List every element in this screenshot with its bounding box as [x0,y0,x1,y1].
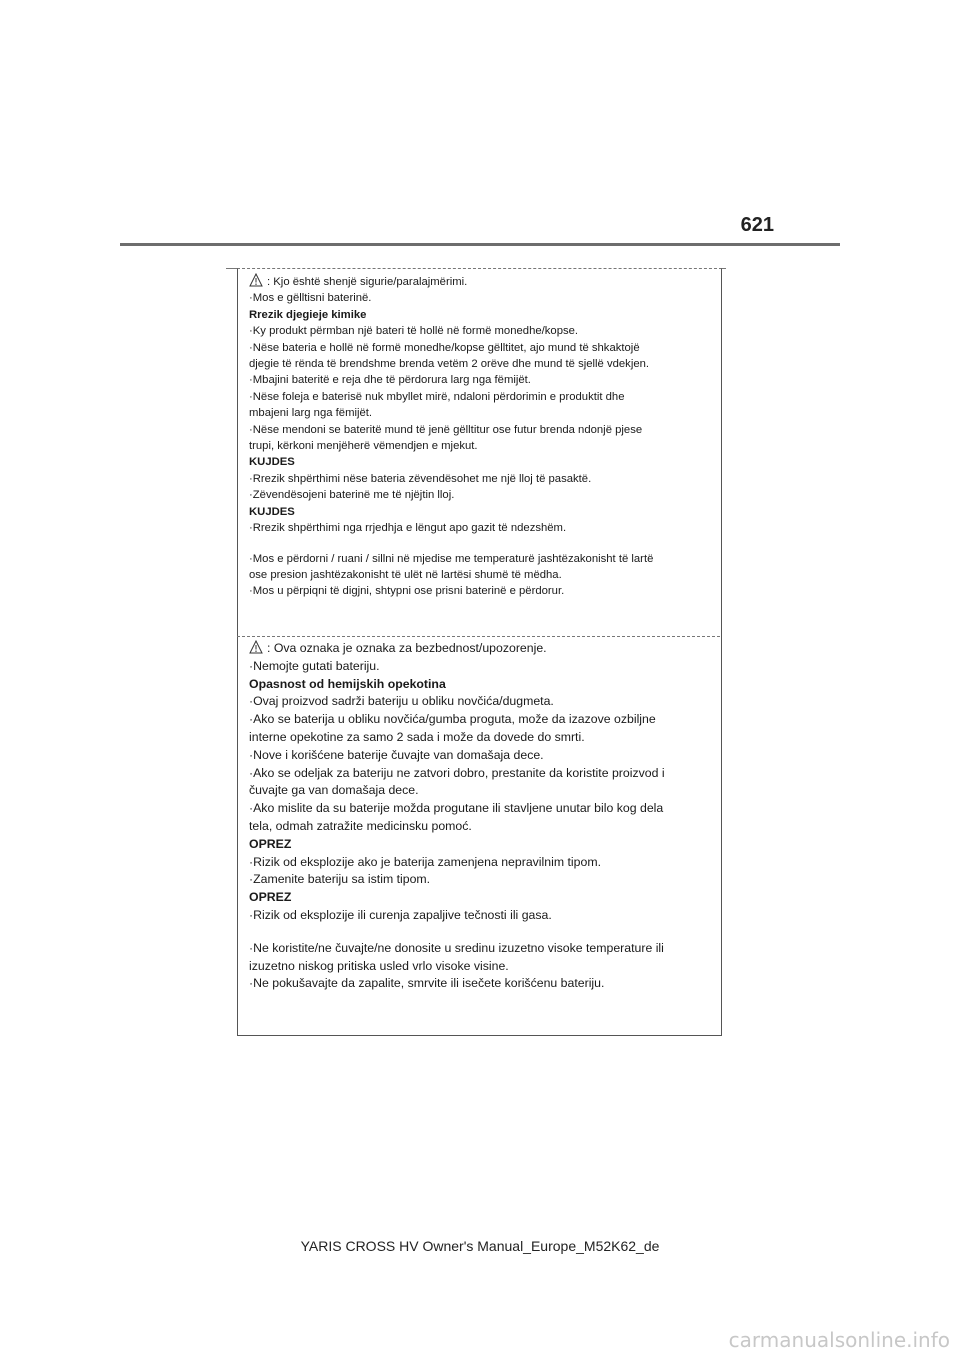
page-number: 621 [740,214,774,236]
text-line: ·Mbajini bateritë e reja dhe të përdorura larg nga fëmijët. [249,374,531,387]
text-line: ·Ne pokušavajte da zapalite, smrvite ili isečete korišćenu bateriju. [249,976,605,991]
text-line: trupi, kërkoni menjëherë vëmendjen e mjekut. [249,440,478,453]
text-line: ·Ky produkt përmban një bateri të hollë në formë monedhe/kopse. [249,325,579,338]
warning-triangle-icon [249,273,263,287]
text-line: ·Mos e përdorni / ruani / sillni në mjedise me temperaturë jashtëzakonisht të lartë [249,552,654,565]
text-line: ·Nove i korišćene baterije čuvajte van domašaja dece. [249,747,544,762]
warning-triangle-icon [249,640,263,654]
footer-manual-title: YARIS CROSS HV Owner's Manual_Europe_M52K62_de [300,1238,660,1254]
text-line: ·Nëse bateria e hollë në formë monedhe/kopse gëlltitet, ajo mund të shkaktojë [249,341,640,354]
section-heading: Opasnost od hemijskih opekotina [249,676,446,691]
text-line: čuvajte ga van domašaja dece. [249,783,419,798]
text-line: ·Nemojte gutati bateriju. [249,658,380,673]
text-line: ·Rrezik shpërthimi nëse bateria zëvendësohet me një lloj të pasaktë. [249,472,592,485]
text-line: izuzetno niskog pritiska usled vrlo visoke visine. [249,958,509,973]
text-line: ose presion jashtëzakonisht të ulët në lartësi shumë të mëdha. [249,568,562,581]
text-line: tela, odmah zatražite medicinsku pomoć. [249,818,472,833]
text-line: ·Nëse mendoni se bateritë mund të jenë gëlltitur ose futur brenda ndonjë pjese [249,423,643,436]
section-heading: KUJDES [249,505,295,518]
section-heading: KUJDES [249,456,295,469]
text-line: ·Zamenite bateriju sa istim tipom. [249,872,431,887]
section-heading: OPREZ [249,890,292,905]
text-line: mbajeni larg nga fëmijët. [249,407,373,420]
text-line: ·Mos e gëlltisni baterinë. [249,292,372,305]
safety-intro-line [249,273,719,290]
text-line: ·Mos u përpiqni të digjni, shtypni ose prisni baterinë e përdorur. [249,585,565,598]
text-line: djegie të rënda të brendshme brenda vetëm 2 orëve dhe mund të sjellë vdekjen. [249,358,650,371]
text-line: ·Ne koristite/ne čuvajte/ne donosite u sredinu izuzetno visoke temperature ili [249,940,664,955]
text-line: ·Zëvendësojeni baterinë me të njëjtin lloj. [249,489,455,502]
section-divider [237,636,720,637]
watermark: carmanualsonline.info [728,1328,950,1352]
text-line: ·Ako se odeljak za bateriju ne zatvori dobro, prestanite da koristite proizvod i [249,765,665,780]
safety-intro-text: : Ova oznaka je oznaka za bezbednost/upozorenje. [267,641,547,655]
safety-intro-text: : Kjo është shenjë sigurie/paralajmërimi. [267,276,468,288]
text-line: ·Rizik od eksplozije ako je baterija zamenjena nepravilnim tipom. [249,854,601,869]
section-heading: Rrezik djegieje kimike [249,308,367,321]
text-line: ·Rizik od eksplozije ili curenja zapaljive tečnosti ili gasa. [249,907,552,922]
text-line: ·Ovaj proizvod sadrži bateriju u obliku novčića/dugmeta. [249,694,554,709]
albanian-lines [249,290,719,599]
serbian-lines [249,658,719,993]
header-rule [120,243,840,246]
text-line: ·Ako se baterija u obliku novčića/gumba proguta, može da izazove ozbiljne [249,712,656,727]
section-serbian [249,640,719,993]
text-line: ·Ako mislite da su baterije možda progutane ili stavljene unutar bilo kog dela [249,801,664,816]
section-albanian [249,273,719,600]
section-heading: OPREZ [249,836,292,851]
text-line: ·Rrezik shpërthimi nga rrjedhja e lëngut apo gazit të ndezshëm. [249,522,567,535]
text-line: interne opekotine za samo 2 sada i može da dovede do smrti. [249,729,585,744]
safety-intro-line [249,640,719,658]
text-line: ·Nëse foleja e baterisë nuk mbyllet mirë, ndaloni përdorimin e produktit dhe [249,390,625,403]
